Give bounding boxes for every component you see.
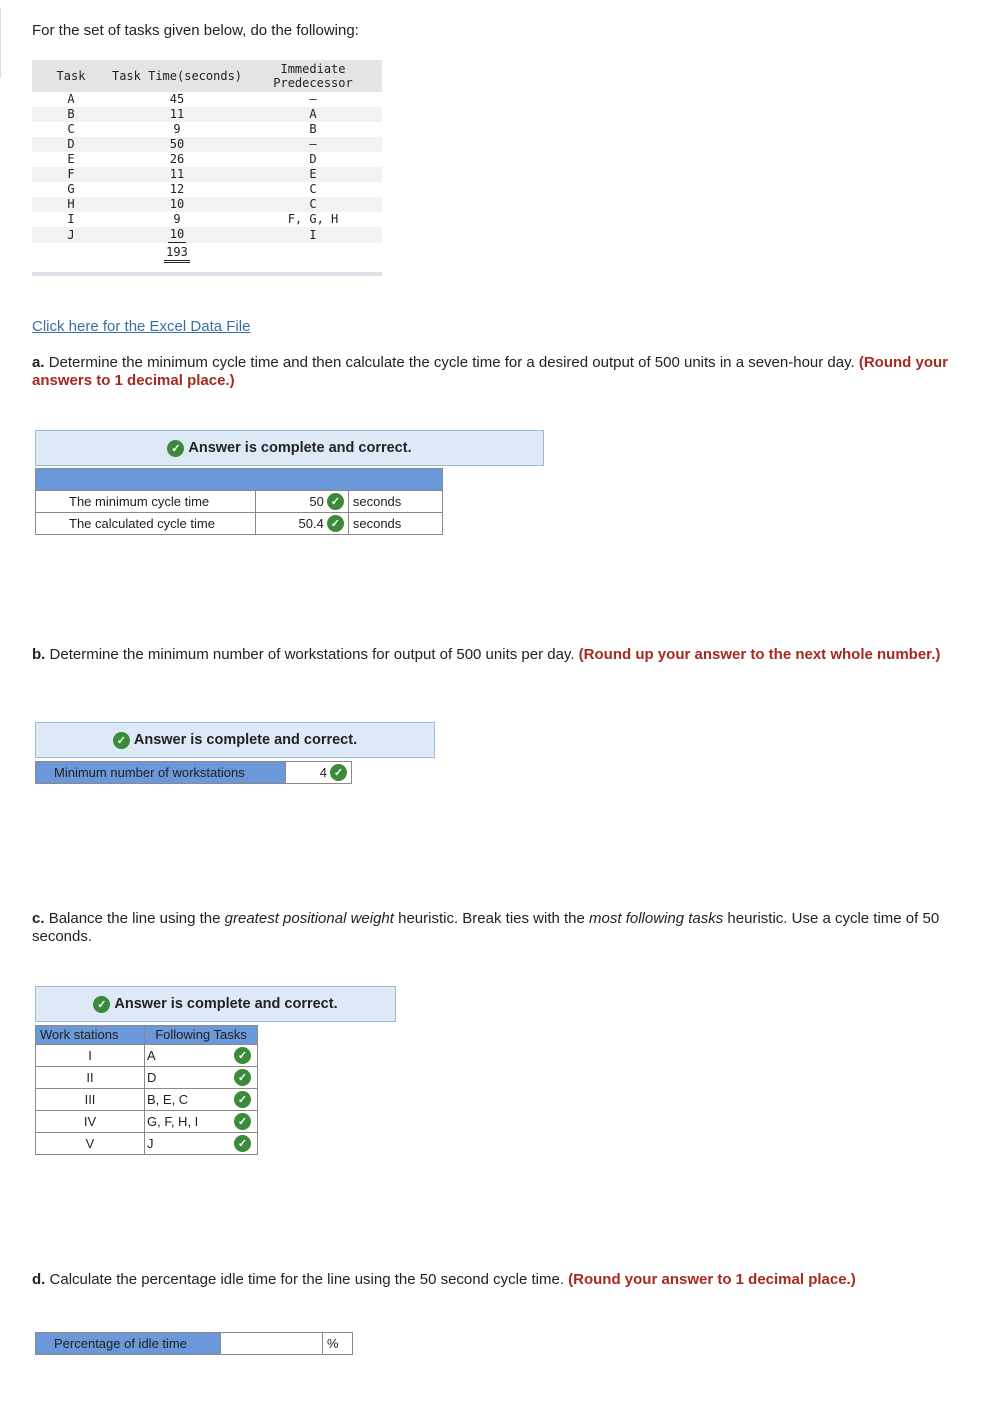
pred-cell: C	[309, 182, 317, 196]
station-label: III	[36, 1089, 145, 1111]
answer-value: 4	[319, 765, 327, 781]
workstation-row	[36, 1133, 258, 1155]
task-cell: I	[67, 212, 75, 226]
banner-text: Answer is complete and correct.	[114, 996, 338, 1012]
time-cell: 9	[173, 212, 181, 226]
check-icon: ✓	[327, 515, 344, 532]
table-header-bar	[36, 469, 443, 491]
check-icon: ✓	[327, 493, 344, 510]
question-letter: c.	[32, 910, 45, 927]
question-a	[32, 354, 972, 390]
excel-data-link[interactable]: Click here for the Excel Data File	[32, 318, 251, 335]
correct-banner	[35, 430, 544, 466]
pred-cell: E	[244, 167, 382, 182]
question-text: heuristic. Use a cycle time of 50 seconds.	[32, 910, 940, 945]
answer-unit: seconds	[348, 491, 442, 513]
question-text: Calculate the percentage idle time for the line using the 50 second cycle time.	[49, 1271, 564, 1288]
task-cell: G	[67, 182, 75, 196]
task-row	[32, 152, 382, 167]
answer-row	[36, 513, 443, 535]
banner-text: Answer is complete and correct.	[133, 732, 358, 748]
task-row	[32, 122, 382, 137]
answer-row	[36, 491, 443, 513]
answer-label: The calculated cycle time	[36, 513, 256, 535]
question-d	[32, 1271, 972, 1289]
pred-cell: F, G, H	[287, 212, 339, 226]
station-label: I	[36, 1045, 145, 1067]
correct-banner	[35, 722, 435, 758]
workstation-row	[36, 1111, 258, 1133]
time-cell: 11	[110, 167, 244, 182]
header-work-stations: Work stations	[36, 1026, 145, 1045]
tasks-input[interactable]	[145, 1111, 258, 1133]
question-letter: a.	[32, 354, 45, 371]
header-predecessor: Immediate Predecessor	[244, 60, 382, 92]
tasks-value: J	[147, 1136, 154, 1151]
time-cell: 9	[173, 122, 181, 136]
correct-banner	[35, 986, 396, 1022]
task-row	[32, 107, 382, 122]
time-cell: 12	[169, 182, 185, 196]
station-label: IV	[36, 1111, 145, 1133]
time-cell: 45	[169, 92, 185, 106]
pred-cell: B	[309, 122, 317, 136]
task-row	[32, 137, 382, 152]
check-icon: ✓	[330, 764, 347, 781]
task-row	[32, 212, 382, 227]
check-icon: ✓	[113, 732, 130, 749]
workstation-table	[35, 1025, 258, 1155]
answer-unit: seconds	[348, 513, 442, 535]
question-letter: b.	[32, 646, 46, 663]
task-cell: J	[32, 227, 110, 243]
banner-text: Answer is complete and correct.	[188, 440, 412, 456]
left-divider	[0, 8, 1, 78]
answer-label: The minimum cycle time	[36, 491, 256, 513]
time-cell: 50	[110, 137, 244, 152]
workstation-row	[36, 1045, 258, 1067]
tasks-input[interactable]	[145, 1089, 258, 1111]
header-task: Task	[32, 60, 110, 92]
total-cell	[110, 243, 244, 263]
workstation-header	[36, 1026, 258, 1045]
question-text: Determine the minimum cycle time and then calculate the cycle time for a desired output of 500 units in a seven-hour day.	[48, 354, 855, 371]
question-letter: d.	[32, 1271, 46, 1288]
question-b	[32, 646, 972, 664]
header-task-time: Task Time(seconds)	[110, 60, 244, 92]
station-label: II	[36, 1067, 145, 1089]
pred-cell: C	[244, 197, 382, 212]
question-c	[32, 910, 972, 946]
task-cell: A	[67, 92, 75, 106]
pred-cell: D	[309, 152, 317, 166]
question-text: Determine the minimum number of workstations for output of 500 units per day.	[49, 646, 575, 663]
answer-table-b	[35, 761, 352, 784]
intro-text: For the set of tasks given below, do the following:	[32, 22, 359, 39]
check-icon: ✓	[167, 440, 184, 457]
answer-value: 50	[309, 494, 324, 510]
tasks-input[interactable]	[145, 1133, 258, 1155]
check-icon: ✓	[234, 1069, 251, 1086]
station-label: V	[36, 1133, 145, 1155]
task-cell: E	[67, 152, 75, 166]
answer-unit: %	[323, 1333, 353, 1355]
total-value: 193	[164, 245, 190, 263]
answer-input[interactable]	[285, 762, 351, 784]
pred-cell: –	[244, 137, 382, 152]
check-icon: ✓	[234, 1113, 251, 1130]
answer-row	[36, 762, 352, 784]
answer-input[interactable]	[255, 491, 348, 513]
time-cell: 11	[110, 107, 244, 122]
question-text: Balance the line using the	[48, 910, 225, 927]
check-icon: ✓	[234, 1135, 251, 1152]
time-cell: 26	[169, 152, 185, 166]
task-row	[32, 167, 382, 182]
time-cell	[110, 227, 244, 243]
tasks-input[interactable]	[145, 1067, 258, 1089]
task-row	[32, 227, 382, 243]
task-cell: H	[32, 197, 110, 212]
check-icon: ✓	[234, 1047, 251, 1064]
answer-row	[36, 1333, 353, 1355]
check-icon: ✓	[234, 1091, 251, 1108]
workstation-row	[36, 1089, 258, 1111]
answer-table-a	[35, 468, 443, 535]
check-icon: ✓	[93, 996, 110, 1013]
tasks-value: G, F, H, I	[147, 1114, 199, 1129]
tasks-value: A	[147, 1048, 156, 1063]
answer-value: 50.4	[298, 516, 324, 532]
question-hint: (Round up your answer to the next whole number.)	[578, 646, 941, 663]
task-row	[32, 182, 382, 197]
question-emphasis: most following tasks	[589, 910, 724, 927]
question-emphasis: greatest positional weight	[224, 910, 394, 927]
header-following-tasks: Following Tasks	[145, 1026, 258, 1045]
task-cell: F	[32, 167, 110, 182]
task-row	[32, 197, 382, 212]
tasks-value: D	[147, 1070, 157, 1085]
answer-table-d	[35, 1332, 353, 1355]
idle-time-input[interactable]	[221, 1333, 323, 1355]
question-hint: (Round your answers to 1 decimal place.)	[32, 354, 948, 389]
pred-cell: A	[244, 107, 382, 122]
time-cell: 10	[110, 197, 244, 212]
task-row	[32, 92, 382, 107]
answer-label: Percentage of idle time	[36, 1333, 221, 1355]
question-text: heuristic. Break ties with the	[393, 910, 590, 927]
pred-cell: I	[244, 227, 382, 243]
task-cell: B	[32, 107, 110, 122]
task-cell: C	[67, 122, 75, 136]
workstation-row	[36, 1067, 258, 1089]
answer-label: Minimum number of workstations	[36, 762, 286, 784]
task-cell: D	[32, 137, 110, 152]
pred-cell: –	[309, 92, 317, 106]
tasks-value: B, E, C	[147, 1092, 189, 1107]
time-value: 10	[169, 227, 185, 241]
tasks-input[interactable]	[145, 1045, 258, 1067]
total-row	[32, 243, 382, 263]
answer-input[interactable]	[255, 513, 348, 535]
task-data-table	[32, 60, 382, 263]
question-hint: (Round your answer to 1 decimal place.)	[568, 1271, 856, 1288]
table-bottom-rule	[32, 272, 382, 276]
